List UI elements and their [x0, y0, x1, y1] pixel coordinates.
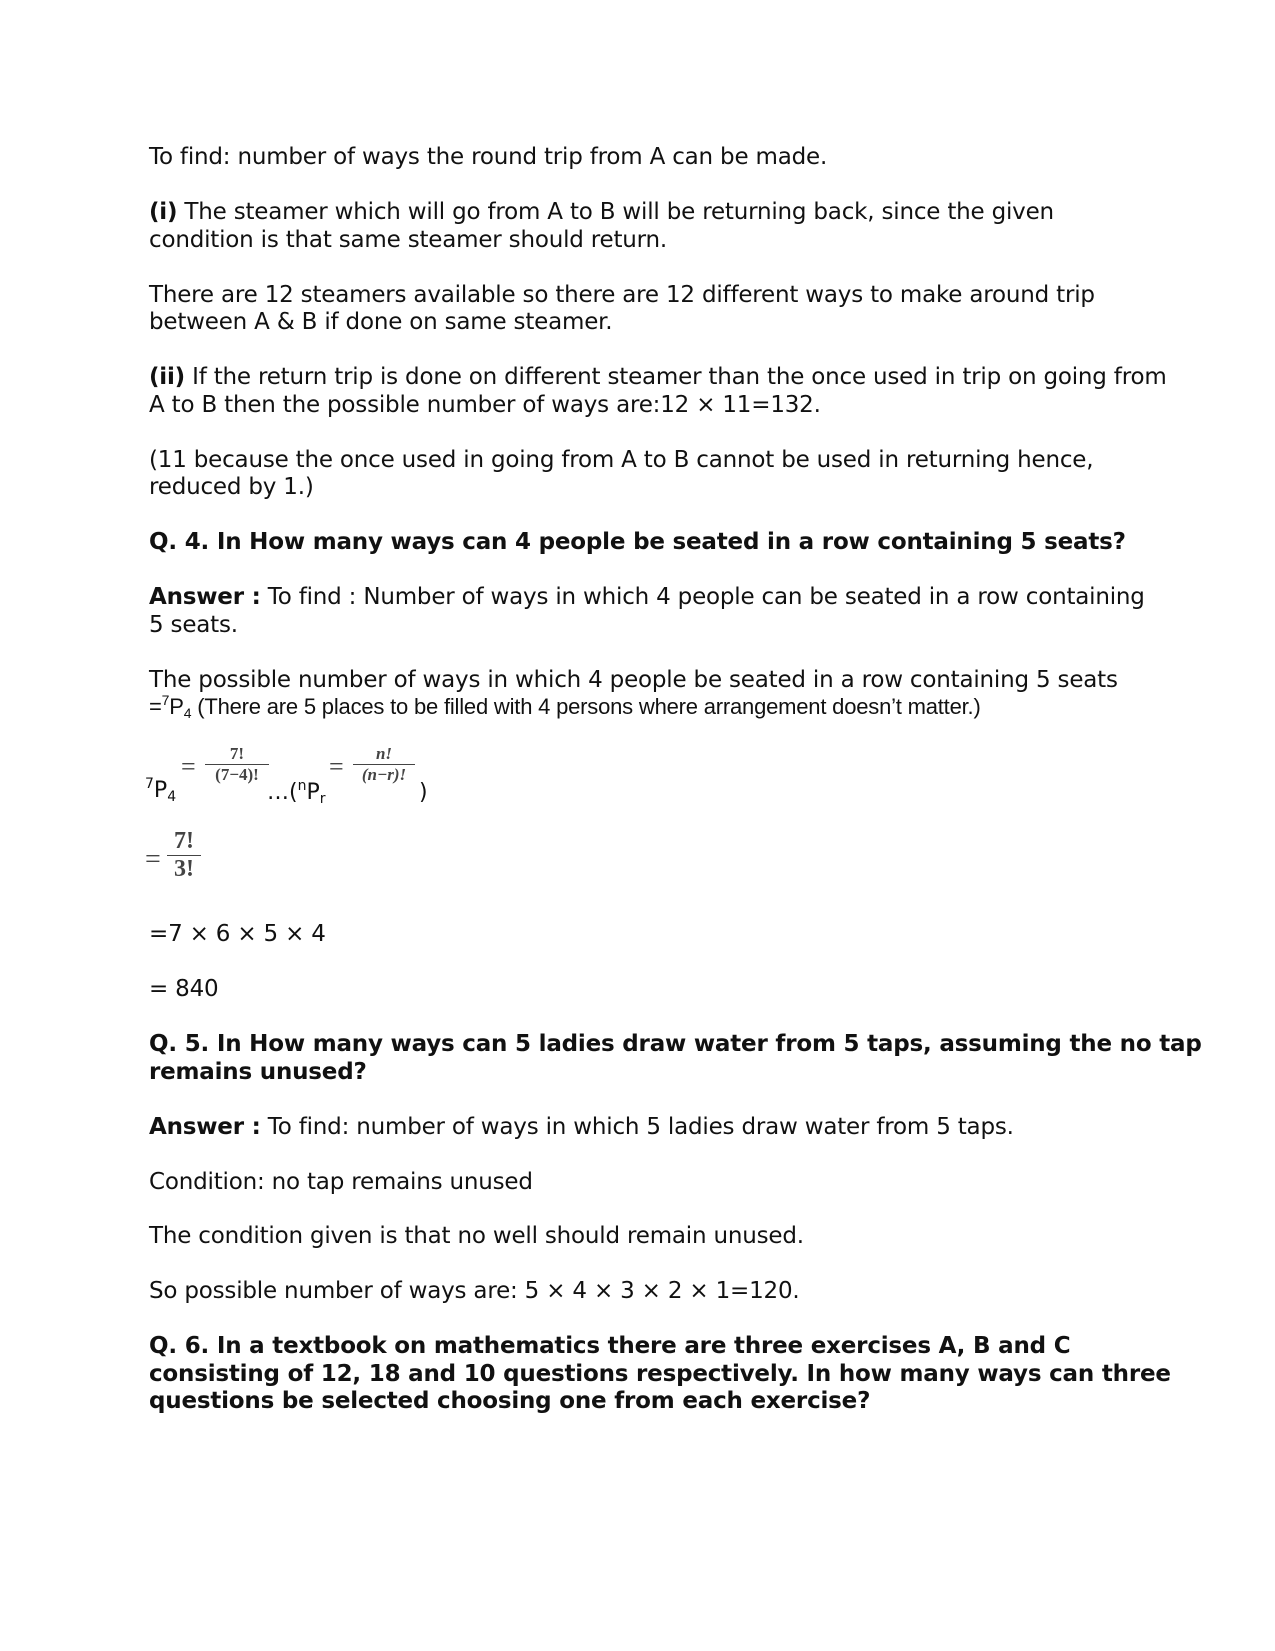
numerator: 7!	[205, 744, 269, 765]
question-6: consisting of 12, 18 and 10 questions respectively. In how many ways can three	[149, 1361, 1171, 1387]
text-line	[149, 1113, 1014, 1141]
text-line: Condition: no tap remains unused	[149, 1169, 533, 1195]
fraction	[167, 828, 201, 883]
superscript: n	[297, 778, 307, 794]
formula-fraction	[145, 826, 225, 898]
formula-symbol	[145, 778, 176, 803]
question-6: Q. 6. In a textbook on mathematics there are three exercises A, B and C	[149, 1333, 1071, 1359]
text-span: (There are 5 places to be filled with 4 persons where arrangement doesn’t matter.)	[191, 694, 981, 719]
superscript: 7	[145, 776, 154, 792]
formula-symbol	[267, 780, 326, 805]
text-line	[149, 198, 1054, 226]
text-span: …(	[267, 780, 298, 805]
subscript: 4	[167, 789, 177, 805]
numerator: n!	[353, 744, 415, 765]
text-span: To find: number of ways in which 5 ladies draw water from 5 taps.	[260, 1114, 1014, 1140]
text-line: reduced by 1.)	[149, 474, 314, 500]
text-span: =	[149, 694, 162, 719]
text-line: So possible number of ways are: 5 × 4 × 3 × 2 × 1=120.	[149, 1278, 800, 1304]
text-line: There are 12 steamers available so there are 12 different ways to make around trip	[149, 282, 1095, 308]
text-line: The possible number of ways in which 4 people be seated in a row containing 5 seats	[149, 667, 1118, 693]
subscript: 4	[183, 705, 192, 721]
answer-label: Answer :	[149, 1114, 261, 1140]
denominator: (7−4)!	[215, 765, 259, 784]
part-label: (ii)	[149, 364, 185, 390]
text-span: To find : Number of ways in which 4 people can be seated in a row containing	[260, 584, 1145, 610]
text-span: P	[169, 694, 184, 719]
question-5: remains unused?	[149, 1059, 367, 1085]
text-line: (11 because the once used in going from A to B cannot be used in returning hence,	[149, 447, 1094, 473]
fraction	[353, 744, 415, 785]
question-5: Q. 5. In How many ways can 5 ladies draw water from 5 taps, assuming the no tap	[149, 1031, 1202, 1057]
numerator: 7!	[167, 828, 201, 856]
text-line	[149, 363, 1167, 391]
equals-sign: =	[181, 752, 196, 781]
question-6: questions be selected choosing one from each exercise?	[149, 1388, 871, 1414]
text-span: If the return trip is done on different steamer than the once used in trip on going from	[185, 364, 1167, 390]
text-span: The steamer which will go from A to B will be returning back, since the given	[177, 199, 1054, 225]
subscript: r	[319, 791, 326, 807]
text-line: =7 × 6 × 5 × 4	[149, 921, 326, 947]
text-line	[149, 693, 981, 723]
text-line: = 840	[149, 976, 219, 1002]
formula-symbol: )	[419, 780, 428, 805]
formula-permutation	[145, 740, 549, 810]
equals-sign: =	[329, 752, 344, 781]
text-line: 5 seats.	[149, 612, 238, 638]
question-4: Q. 4. In How many ways can 4 people be seated in a row containing 5 seats?	[149, 529, 1126, 555]
text-span: P	[153, 778, 168, 803]
text-span: P	[306, 780, 320, 805]
text-line: condition is that same steamer should return.	[149, 227, 668, 253]
denominator: (n−r)!	[361, 765, 407, 784]
equals-sign: =	[145, 844, 161, 875]
superscript: 7	[161, 692, 170, 708]
text-line: To find: number of ways the round trip from A can be made.	[149, 144, 828, 170]
answer-label: Answer :	[149, 584, 261, 610]
text-line: A to B then the possible number of ways are:12 × 11=132.	[149, 392, 821, 418]
denominator: 3!	[174, 856, 194, 882]
fraction	[205, 744, 269, 785]
text-line: between A & B if done on same steamer.	[149, 309, 613, 335]
text-line	[149, 583, 1145, 611]
text-line: The condition given is that no well should remain unused.	[149, 1223, 804, 1249]
part-label: (i)	[149, 199, 178, 225]
